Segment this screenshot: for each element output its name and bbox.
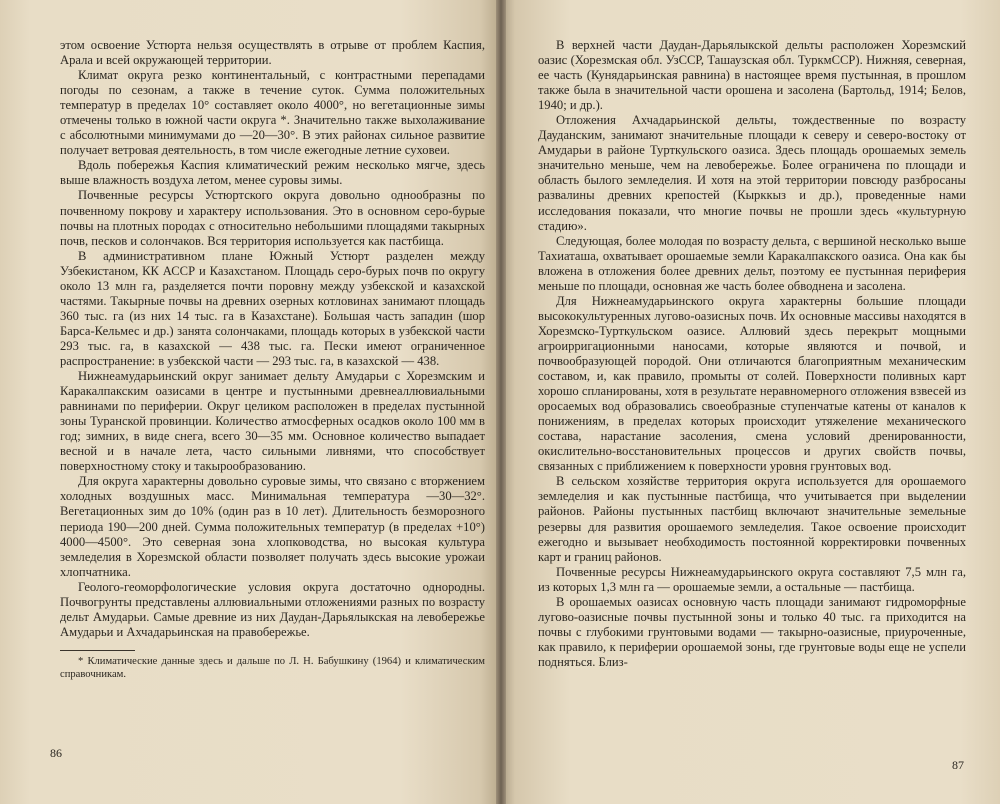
paragraph: Следующая, более молодая по возрасту дельта, с вершиной несколько выше Тахиаташа, охватывает орошаемые земли Каракалпакского оазиса. Она как бы вложена в отложения более древних дельт, поэтому ее пустынная периферия меньше по площади, основная же часть более обводнена и засолена. [538, 233, 966, 293]
paragraph: Геолого-геоморфологические условия округа достаточно однородны. Почвогрунты представлены аллювиальными отложениями разных по возрасту дельт Амударьи. Самые древние из них Даудан-Дарьялыкская на левобережье Амударьи и Ахчадарьинская на правобережье. [60, 579, 485, 639]
paragraph: Нижнеамударьинский округ занимает дельту Амударьи с Хорезмским и Каракалпакским оазисами в центре и пустынными древнеаллювиальными равнинами по периферии. Округ целиком расположен в пределах пустынной зоны Туранской провинции. Количество атмосферных осадков около 100 мм в год; зимних, в виде снега, всего 30—35 мм. Основное количество выпадает весной и в начале лета, часто сильными ливнями, что способствует поверхностному стоку и такырообразованию. [60, 369, 485, 474]
paragraph: Вдоль побережья Каспия климатический режим несколько мягче, здесь выше влажность воздуха летом, менее суровы зимы. [60, 158, 485, 188]
page-number: 86 [50, 746, 62, 760]
paragraph: Почвенные ресурсы Устюртского округа довольно однообразны по почвенному покрову и характеру использования. Это в основном серо-бурые почвы на плотных породах с относительно небольшими площадями такырных почв, песков и солончаков. Вся территория используется как пастбища. [60, 188, 485, 248]
paragraph: Для округа характерны довольно суровые зимы, что связано с вторжением холодных воздушных масс. Минимальная температура —30—32°. Вегетационных зим до 10% (один раз в 10 лет). Длительность безморозного периода 190—200 дней. Сумма положительных температур (в пределах +10°) 4000—4500°. Это северная зона хлопководства, но высокая культура земледелия в Хорезмской области позволяет получать здесь высокие урожаи хлопчатника. [60, 474, 485, 579]
paragraph: В сельском хозяйстве территория округа используется для орошаемого земледелия и как пустынные пастбища, что учитывается при выделении районов. Районы пустынных пастбищ включают значительные земельные резервы для развития орошаемого земледелия. Такое освоение происходит ежегодно и вызывает необходимость постоянной корректировки почвенных карт и границ районов. [538, 474, 966, 564]
paragraph: Почвенные ресурсы Нижнеамударьинского округа составляют 7,5 млн га, из которых 1,3 млн га — орошаемые земли, а остальные — пастбища. [538, 564, 966, 594]
paragraph: Климат округа резко континентальный, с контрастными перепадами погоды по сезонам, а также в течение суток. Сумма положительных температур в пределах 10° составляет около 4000°, но вегетационные зимы отмечены только в южной части округа *. Значительно также выхолаживание с абсолютными минимумами до —20—30°. В этих районах сильное развитие получает ветровая деятельность, в том числе ежегодные летние суховеи. [60, 68, 485, 158]
page-number: 87 [952, 758, 964, 772]
paragraph: Отложения Ахчадарьинской дельты, тождественные по возрасту Дауданским, занимают значительные площади к северу и северо-востоку от Амударьи в районе Турткульского оазиса. Здесь площадь орошаемых земель значительно меньше, чем на левобережье. Более ограничена по площади и область былого земледелия. И хотя на этой территории повсюду разбросаны развалины древних крепостей (Кырккыз и др.), проведенные нами исследования показали, что многие почвы не прошли здесь «культурную стадию». [538, 113, 966, 233]
paragraph: В верхней части Даудан-Дарьялыкской дельты расположен Хорезмский оазис (Хорезмская обл. УзССР, Ташаузская обл. ТуркмССР). Нижняя, северная, ее часть (Кунядарьинская равнина) в настоящее время пустынная, в прошлом также была в значительной части орошена и засолена (Бартольд, 1914; Белов, 1940; и др.). [538, 38, 966, 113]
right-text-column [538, 38, 966, 670]
paragraph: этом освоение Устюрта нельзя осуществлять в отрыве от проблем Каспия, Арала и всей окружающей территории. [60, 38, 485, 68]
right-page [500, 0, 1000, 804]
paragraph: В орошаемых оазисах основную часть площади занимают гидроморфные лугово-оазисные почвы пустынной зоны и только 40 тыс. га приходится на почвы с глубокими грунтовыми водами — такырно-оазисные, приуроченные, как правило, к периферии орошаемой зоны, где грунтовые воды еще не успели подняться. Близ- [538, 594, 966, 669]
footnote: * Климатические данные здесь и дальше по Л. Н. Бабушкину (1964) и климатическим справочникам. [60, 655, 485, 680]
paragraph: Для Нижнеамударьинского округа характерны большие площади высококультуренных лугово-оазисных почв. Их основные массивы находятся в Хорезмско-Турткульском оазисе. Аллювий здесь перекрыт мощными агроирригационными наносами, которые являются и почвой, и почвообразующей породой. Они отличаются благоприятным механическим составом, и, как правило, промыты от солей. Поверхности поливных карт хорошо спланированы, хотя в результате неравномерного отложения взвесей из оросаемых вод образовались своеобразные ступенчатые катены от каналов к понижениям, в пределах которых происходит утяжеление механического состава, нарастание засоления, смена условий дренированности, окислительно-восстановительных процессов и других свойств почвы, связанных с приближением к поверхности уровня грунтовых вод. [538, 293, 966, 474]
left-text-column [60, 38, 485, 681]
footnote-divider [60, 650, 135, 651]
book-gutter [496, 0, 506, 804]
paragraph: В административном плане Южный Устюрт разделен между Узбекистаном, КК АССР и Казахстаном. Площадь серо-бурых почв по округу около 13 млн га, разделяется почти поровну между узбекской и казахской частями. Такырные почвы на древних озерных котловинах занимают площадь 360 тыс. га (из них 14 тыс. га в Казахстане). Большая часть западин (шор Барса-Кельмес и др.) занята солончаками, площадь которых в узбекской части 293 тыс. га, в казахской — 438 тыс. га. Пески имеют ограниченное распространение: в узбекской части — 293 тыс. га, в казахской — 438. [60, 248, 485, 368]
